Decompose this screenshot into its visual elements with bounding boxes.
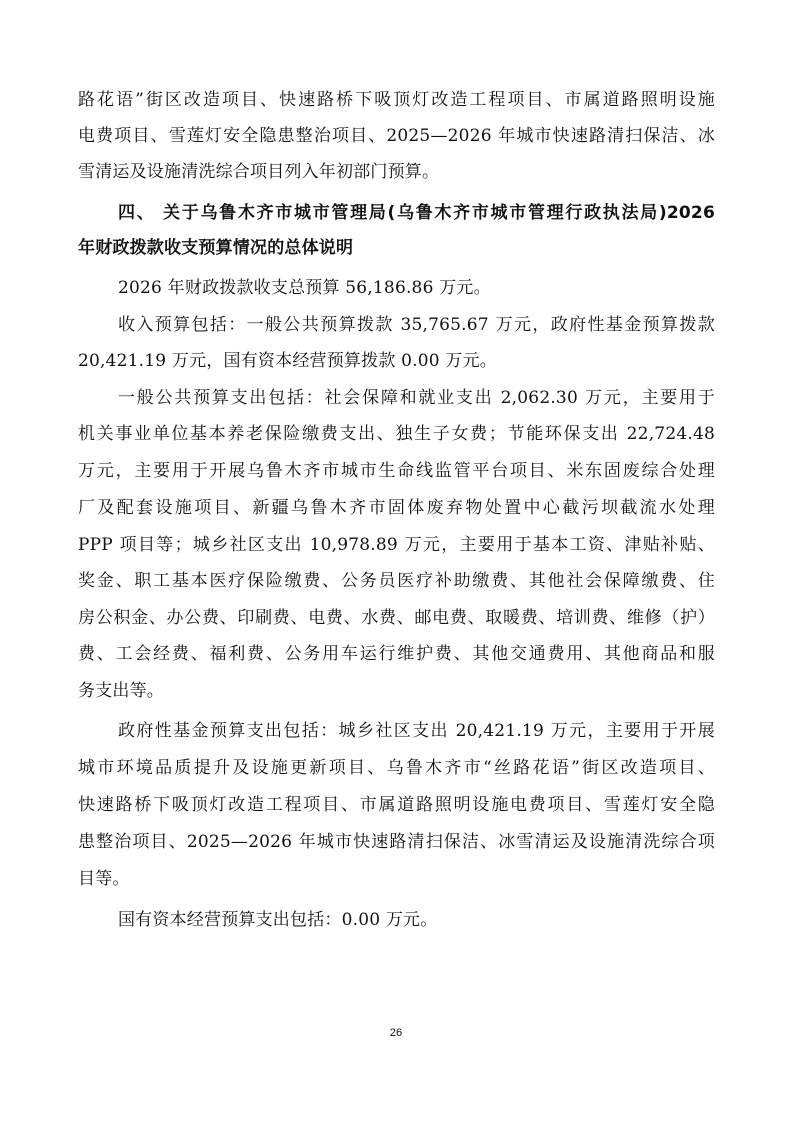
text-line: 快速路桥下吸顶灯改造工程项目、市属道路照明设施电费项目、雪莲灯安全隐 (78, 795, 715, 815)
text-line: 收入预算包括：一般公共预算拨款 35,765.67 万元，政府性基金预算拨款 (118, 315, 715, 335)
text-line: 费、工会经费、福利费、公务用车运行维护费、其他交通费用、其他商品和服 (78, 644, 715, 664)
text-line: PPP 项目等；城乡社区支出 10,978.89 万元，主要用于基本工资、津贴补贴、 (78, 535, 715, 555)
text-line: 雪清运及设施清洗综合项目列入年初部门预算。 (78, 162, 440, 182)
text-line: 电费项目、雪莲灯安全隐患整治项目、2025—2026 年城市快速路清扫保洁、冰 (78, 126, 715, 146)
text-line: 机关事业单位基本养老保险缴费支出、独生子女费；节能环保支出 22,724.48 (78, 424, 715, 444)
heading-line: 年财政拨款收支预算情况的总体说明 (78, 238, 354, 258)
text-line: 政府性基金预算支出包括：城乡社区支出 20,421.19 万元，主要用于开展 (118, 721, 715, 741)
text-line: 务支出等。 (78, 681, 164, 701)
heading-line: 四、 关于乌鲁木齐市城市管理局(乌鲁木齐市城市管理行政执法局)2026 (118, 203, 715, 223)
text-line: 厂及配套设施项目、新疆乌鲁木齐市固体废弃物处置中心截污坝截流水处理 (78, 498, 715, 518)
text-line: 20,421.19 万元，国有资本经营预算拨款 0.00 万元。 (78, 351, 497, 371)
text-line: 万元，主要用于开展乌鲁木齐市城市生命线监管平台项目、米东固废综合处理 (78, 461, 715, 481)
text-line: 奖金、职工基本医疗保险缴费、公务员医疗补助缴费、其他社会保障缴费、住 (78, 571, 715, 591)
text-line: 路花语”街区改造项目、快速路桥下吸顶灯改造工程项目、市属道路照明设施 (78, 90, 715, 110)
page-number: 26 (389, 1027, 403, 1039)
text-line: 目等。 (78, 869, 130, 889)
text-line: 一般公共预算支出包括：社会保障和就业支出 2,062.30 万元，主要用于 (118, 388, 715, 408)
text-line: 2026 年财政拨款收支总预算 56,186.86 万元。 (118, 278, 491, 298)
text-line: 患整治项目、2025—2026 年城市快速路清扫保洁、冰雪清运及设施清洗综合项 (78, 832, 715, 852)
text-line: 国有资本经营预算支出包括：0.00 万元。 (118, 910, 438, 930)
text-line: 城市环境品质提升及设施更新项目、乌鲁木齐市“丝路花语”街区改造项目、 (78, 758, 715, 778)
text-line: 房公积金、办公费、印刷费、电费、水费、邮电费、取暖费、培训费、维修（护） (78, 608, 715, 628)
